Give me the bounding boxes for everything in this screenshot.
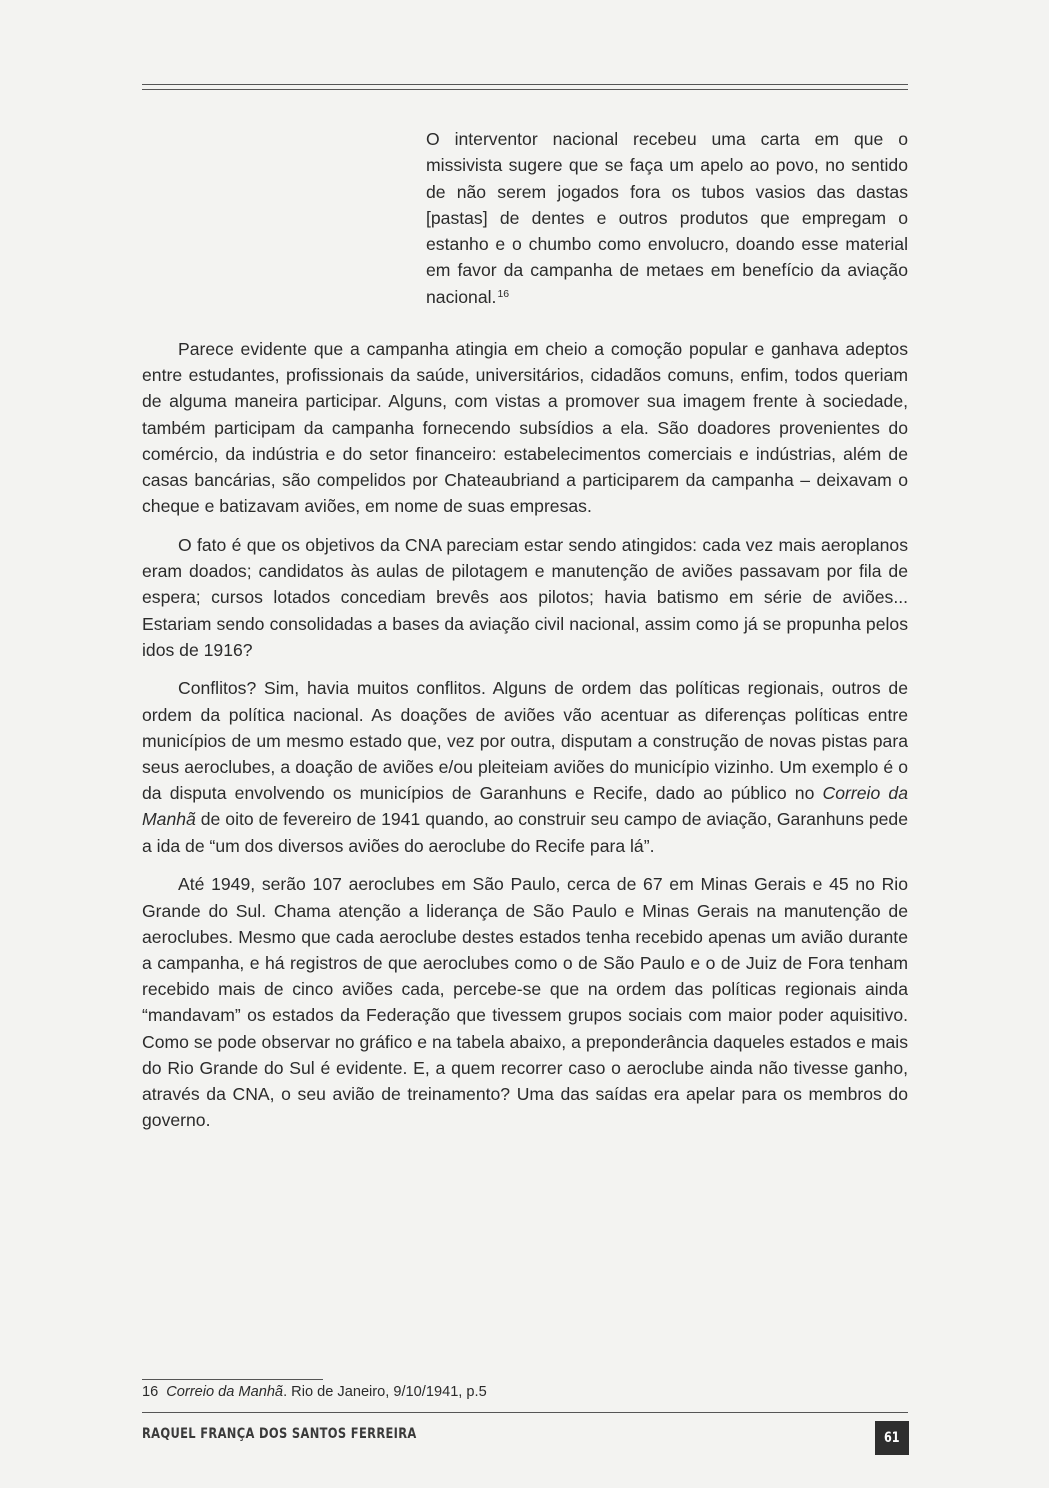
footnote bbox=[142, 1381, 908, 1403]
paragraph-3-text-after: de oito de fevereiro de 1941 quando, ao construir seu campo de aviação, Garanhuns pede a ida de “um dos diversos aviões do aeroclube do Recife para lá”. bbox=[142, 809, 908, 856]
footer-rule bbox=[142, 1412, 908, 1413]
paragraph-3 bbox=[142, 675, 908, 858]
block-quote bbox=[426, 126, 908, 310]
footnote-reference[interactable]: 16 bbox=[497, 288, 510, 301]
paragraph-2: O fato é que os objetivos da CNA pareciam estar sendo atingidos: cada vez mais aeroplanos eram doados; candidatos às aulas de pilotagem e manutenção de aviões passavam por fila de espera; cursos lotados concediam brevês aos pilotos; havia batismo em série de aviões... Estariam sendo consolidadas a bases da aviação civil nacional, assim como já se propunha pelos idos de 1916? bbox=[142, 534, 908, 660]
newspaper-title: Correio da Manhã bbox=[142, 783, 908, 830]
footnote-separator bbox=[142, 1379, 323, 1380]
page-number: 61 bbox=[884, 1430, 900, 1446]
body-text bbox=[142, 336, 908, 1133]
paragraph-3-text-before: Conflitos? Sim, havia muitos conflitos. Alguns de ordem das políticas regionais, outros de ordem da política nacional. As doações de aviões vão acentuar as diferenças políticas entre municípios de um mesmo estado que, vez por outra, disputam a construção de novas pistas para seus aeroclubes, a doação de aviões e/ou pleiteiam aviões do município vizinho. Um exemplo é o da disputa envolvendo os municípios de Garanhuns e Recife, dado ao público no bbox=[142, 678, 908, 804]
paragraph-4: Até 1949, serão 107 aeroclubes em São Paulo, cerca de 67 em Minas Gerais e 45 no Rio Grande do Sul. Chama atenção a liderança de São Paulo e Minas Gerais na manutenção de aeroclubes. Mesmo que cada aeroclube destes estados tenha recebido apenas um avião durante a campanha, e há registros de que aeroclubes como o de São Paulo e o de Juiz de Fora tenham recebido mais de cinco aviões cada, percebe-se que na ordem das políticas regionais ainda “mandavam” os estados da Federação que tivessem grupos sociais com maior poder aquisitivo. Como se pode observar no gráfico e na tabela abaixo, a preponderância daqueles estados e mais do Rio Grande do Sul é evidente. E, a quem recorrer caso o aeroclube ainda não tivesse ganho, através da CNA, o seu avião de treinamento? Uma das saídas era apelar para os membros do governo. bbox=[142, 874, 908, 1131]
paragraph-1: Parece evidente que a campanha atingia em cheio a comoção popular e ganhava adeptos entre estudantes, profissionais da saúde, universitários, cidadãos comuns, enfim, todos queriam de alguma maneira participar. Alguns, com vistas a promover sua imagem frente à sociedade, também participam da campanha fornecendo subsídios a ela. São doadores provenientes do comércio, da indústria e do setor financeiro: estabelecimentos comerciais e indústrias, além de casas bancárias, são compelidos por Chateaubriand a participarem da campanha – deixavam o cheque e batizavam aviões, em nome de suas empresas. bbox=[142, 339, 908, 517]
header-double-rule bbox=[142, 84, 908, 90]
footnote-source-details: . Rio de Janeiro, 9/10/1941, p.5 bbox=[283, 1384, 487, 1400]
footer-author-name: RAQUEL FRANÇA DOS SANTOS FERREIRA bbox=[142, 1426, 417, 1442]
page-number-box bbox=[875, 1421, 909, 1455]
block-quote-text: O interventor nacional recebeu uma carta em que o missivista sugere que se faça um apelo ao povo, no sentido de não serem jogados fora os tubos vasios das dastas [pastas] de dentes e outros produtos que empregam o estanho e o chumbo como envolucro, doando esse material em favor da campanha de metaes em benefício da aviação nacional. bbox=[426, 129, 908, 307]
footnote-number: 16 bbox=[142, 1384, 159, 1400]
footnote-source-title: Correio da Manhã bbox=[166, 1384, 284, 1400]
